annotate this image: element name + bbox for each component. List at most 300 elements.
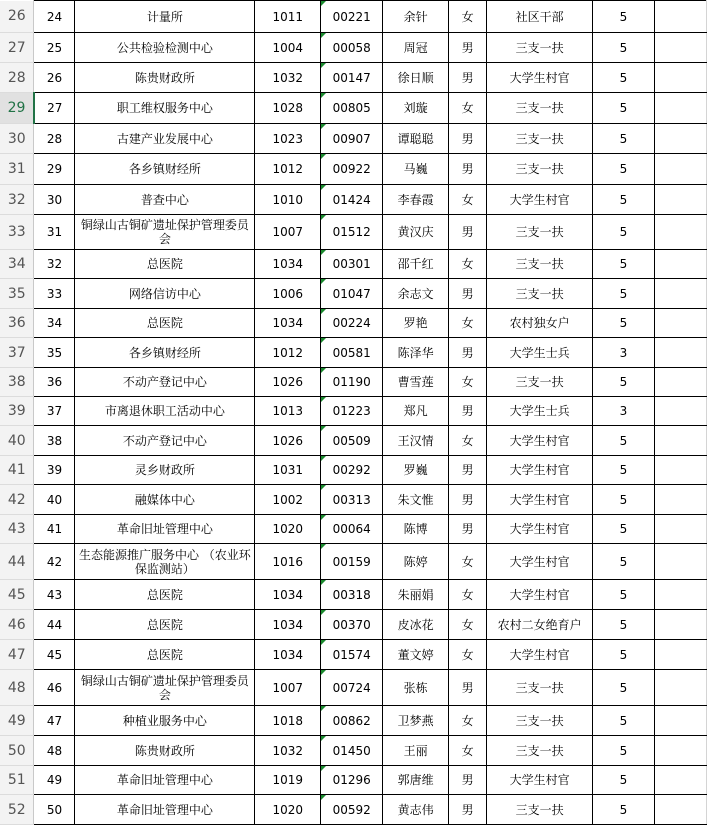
seq-cell[interactable]	[34, 766, 75, 795]
category-cell[interactable]	[487, 580, 593, 610]
unit-cell[interactable]	[75, 456, 255, 485]
row-header[interactable]: 26	[0, 1, 34, 33]
name-cell[interactable]	[383, 1, 449, 33]
seq-cell[interactable]	[34, 368, 75, 397]
gender-cell[interactable]	[449, 309, 487, 338]
unit-cell[interactable]	[75, 154, 255, 185]
seq-cell[interactable]	[34, 456, 75, 485]
ticket-number-cell[interactable]	[321, 515, 383, 544]
gender-cell[interactable]	[449, 736, 487, 766]
name-cell[interactable]	[383, 368, 449, 397]
gender-cell[interactable]	[449, 368, 487, 397]
category-cell[interactable]	[487, 124, 593, 154]
ticket-number-cell[interactable]	[321, 33, 383, 63]
category-cell[interactable]	[487, 640, 593, 670]
unit-cell[interactable]	[75, 485, 255, 515]
empty-cell[interactable]	[654, 154, 706, 185]
name-cell[interactable]	[383, 33, 449, 63]
post-code-cell[interactable]	[255, 250, 321, 279]
category-cell[interactable]	[487, 279, 593, 309]
gender-cell[interactable]	[449, 515, 487, 544]
post-code-cell[interactable]	[255, 397, 321, 426]
row-header[interactable]: 52	[0, 795, 34, 825]
empty-cell[interactable]	[654, 610, 706, 640]
post-code-cell[interactable]	[255, 485, 321, 515]
ticket-number-cell[interactable]	[321, 766, 383, 795]
score-cell[interactable]	[593, 640, 655, 670]
category-cell[interactable]	[487, 338, 593, 368]
seq-cell-text: 34	[46, 316, 63, 330]
empty-cell[interactable]	[654, 580, 706, 610]
ticket-number-cell[interactable]	[321, 397, 383, 426]
score-cell[interactable]	[593, 670, 655, 706]
post-code-cell[interactable]	[255, 33, 321, 63]
score-cell[interactable]	[593, 397, 655, 426]
seq-cell[interactable]	[34, 279, 75, 309]
category-cell[interactable]	[487, 795, 593, 825]
row-header[interactable]: 32	[0, 185, 34, 215]
post-code-cell[interactable]	[255, 426, 321, 456]
ticket-number-cell[interactable]	[321, 279, 383, 309]
unit-cell-text: 各乡镇财经所	[128, 345, 201, 360]
name-cell[interactable]	[383, 215, 449, 250]
category-cell-text: 三支一扶	[515, 680, 564, 695]
name-cell[interactable]	[383, 279, 449, 309]
ticket-number-cell[interactable]	[321, 580, 383, 610]
score-cell[interactable]	[593, 93, 655, 124]
name-cell[interactable]	[383, 795, 449, 825]
category-cell[interactable]	[487, 93, 593, 124]
ticket-number-cell[interactable]	[321, 610, 383, 640]
score-cell[interactable]	[593, 766, 655, 795]
unit-cell[interactable]	[75, 93, 255, 124]
row-header[interactable]: 33	[0, 215, 34, 250]
empty-cell[interactable]	[654, 795, 706, 825]
score-cell[interactable]	[593, 544, 655, 580]
unit-cell-text: 种植业服务中心	[122, 713, 207, 728]
ticket-number-cell[interactable]	[321, 640, 383, 670]
post-code-cell[interactable]	[255, 124, 321, 154]
name-cell[interactable]	[383, 736, 449, 766]
category-cell[interactable]	[487, 368, 593, 397]
unit-cell[interactable]	[75, 544, 255, 580]
post-code-cell[interactable]	[255, 670, 321, 706]
seq-cell[interactable]	[34, 485, 75, 515]
category-cell[interactable]	[487, 706, 593, 736]
seq-cell[interactable]	[34, 33, 75, 63]
score-cell[interactable]	[593, 610, 655, 640]
name-cell[interactable]	[383, 670, 449, 706]
empty-cell[interactable]	[654, 124, 706, 154]
ticket-number-cell[interactable]	[321, 93, 383, 124]
seq-cell-text: 40	[46, 492, 63, 507]
row-header[interactable]: 38	[0, 368, 34, 397]
gender-cell[interactable]	[449, 580, 487, 610]
gender-cell-text: 男	[461, 404, 474, 418]
post-code-cell[interactable]	[255, 515, 321, 544]
ticket-number-cell[interactable]	[321, 338, 383, 368]
row-header[interactable]: 39	[0, 397, 34, 426]
category-cell[interactable]	[487, 185, 593, 215]
score-cell[interactable]	[593, 63, 655, 93]
score-cell[interactable]	[593, 250, 655, 279]
score-cell[interactable]	[593, 485, 655, 515]
score-cell[interactable]	[593, 795, 655, 825]
seq-cell[interactable]	[34, 706, 75, 736]
empty-cell[interactable]	[654, 368, 706, 397]
table-row	[0, 456, 707, 485]
gender-cell[interactable]	[449, 250, 487, 279]
category-cell[interactable]	[487, 309, 593, 338]
row-header[interactable]: 36	[0, 309, 34, 338]
unit-cell-text: 铜绿山古铜矿遗址保护管理委员会	[80, 218, 249, 246]
empty-cell[interactable]	[654, 766, 706, 795]
post-code-cell-text: 1002	[272, 492, 304, 507]
unit-cell[interactable]	[75, 795, 255, 825]
gender-cell[interactable]	[449, 185, 487, 215]
name-cell[interactable]	[383, 485, 449, 515]
seq-cell[interactable]	[34, 397, 75, 426]
unit-cell[interactable]	[75, 185, 255, 215]
ticket-number-cell[interactable]	[321, 456, 383, 485]
gender-cell[interactable]	[449, 610, 487, 640]
ticket-number-cell[interactable]	[321, 124, 383, 154]
name-cell[interactable]	[383, 250, 449, 279]
score-cell[interactable]	[593, 706, 655, 736]
post-code-cell[interactable]	[255, 309, 321, 338]
row-header[interactable]: 31	[0, 154, 34, 185]
ticket-number-cell[interactable]	[321, 426, 383, 456]
score-cell-text: 5	[619, 773, 628, 787]
unit-cell[interactable]	[75, 580, 255, 610]
seq-cell[interactable]	[34, 338, 75, 368]
post-code-cell[interactable]	[255, 580, 321, 610]
empty-cell[interactable]	[654, 456, 706, 485]
gender-cell-text: 女	[461, 554, 474, 569]
name-cell[interactable]	[383, 93, 449, 124]
post-code-cell[interactable]	[255, 279, 321, 309]
seq-cell[interactable]	[34, 250, 75, 279]
gender-cell[interactable]	[449, 706, 487, 736]
category-cell[interactable]	[487, 33, 593, 63]
name-cell[interactable]	[383, 706, 449, 736]
score-cell-text: 5	[619, 286, 628, 301]
score-cell-text: 5	[619, 162, 628, 176]
ticket-number-cell[interactable]	[321, 1, 383, 33]
row-header[interactable]: 44	[0, 544, 34, 580]
ticket-number-cell[interactable]	[321, 706, 383, 736]
name-cell-text: 皮冰花	[397, 617, 434, 632]
score-cell[interactable]	[593, 580, 655, 610]
category-cell[interactable]	[487, 426, 593, 456]
unit-cell[interactable]	[75, 736, 255, 766]
name-cell[interactable]	[383, 544, 449, 580]
gender-cell[interactable]	[449, 795, 487, 825]
name-cell[interactable]	[383, 610, 449, 640]
score-cell[interactable]	[593, 456, 655, 485]
name-cell[interactable]	[383, 640, 449, 670]
unit-cell[interactable]	[75, 1, 255, 33]
post-code-cell[interactable]	[255, 185, 321, 215]
seq-cell[interactable]	[34, 736, 75, 766]
empty-cell[interactable]	[654, 185, 706, 215]
empty-cell[interactable]	[654, 338, 706, 368]
row-header[interactable]: 51	[0, 766, 34, 795]
empty-cell[interactable]	[654, 544, 706, 580]
empty-cell[interactable]	[654, 250, 706, 279]
ticket-number-cell[interactable]	[321, 795, 383, 825]
seq-cell[interactable]	[34, 515, 75, 544]
score-cell[interactable]	[593, 154, 655, 185]
row-header[interactable]: 48	[0, 670, 34, 706]
name-cell[interactable]	[383, 124, 449, 154]
unit-cell[interactable]	[75, 309, 255, 338]
gender-cell[interactable]	[449, 397, 487, 426]
empty-cell[interactable]	[654, 1, 706, 33]
seq-cell[interactable]	[34, 309, 75, 338]
gender-cell[interactable]	[449, 426, 487, 456]
ticket-number-cell[interactable]	[321, 154, 383, 185]
category-cell[interactable]	[487, 670, 593, 706]
gender-cell[interactable]	[449, 338, 487, 368]
seq-cell[interactable]	[34, 154, 75, 185]
empty-cell[interactable]	[654, 426, 706, 456]
seq-cell[interactable]	[34, 63, 75, 93]
seq-cell[interactable]	[34, 544, 75, 580]
score-cell-text: 5	[619, 647, 628, 662]
score-cell[interactable]	[593, 124, 655, 154]
unit-cell[interactable]	[75, 338, 255, 368]
post-code-cell[interactable]	[255, 1, 321, 33]
post-code-cell-text: 1026	[272, 433, 304, 448]
score-cell[interactable]	[593, 33, 655, 63]
unit-cell[interactable]	[75, 368, 255, 397]
empty-cell[interactable]	[654, 397, 706, 426]
seq-cell[interactable]	[34, 93, 75, 124]
score-cell[interactable]	[593, 185, 655, 215]
row-header[interactable]: 34	[0, 250, 34, 279]
score-cell[interactable]	[593, 515, 655, 544]
gender-cell[interactable]	[449, 1, 487, 33]
seq-cell[interactable]	[34, 1, 75, 33]
ticket-number-cell[interactable]	[321, 63, 383, 93]
unit-cell[interactable]	[75, 63, 255, 93]
name-cell[interactable]	[383, 766, 449, 795]
row-header[interactable]: 27	[0, 33, 34, 63]
seq-cell[interactable]	[34, 580, 75, 610]
gender-cell-text: 男	[461, 802, 474, 817]
post-code-cell[interactable]	[255, 338, 321, 368]
category-cell[interactable]	[487, 544, 593, 580]
ticket-number-cell[interactable]	[321, 736, 383, 766]
score-cell[interactable]	[593, 215, 655, 250]
score-cell-text: 5	[619, 522, 628, 536]
unit-cell[interactable]	[75, 250, 255, 279]
post-code-cell[interactable]	[255, 154, 321, 185]
category-cell[interactable]	[487, 63, 593, 93]
post-code-cell[interactable]	[255, 63, 321, 93]
unit-cell[interactable]	[75, 397, 255, 426]
category-cell[interactable]	[487, 736, 593, 766]
score-cell[interactable]	[593, 736, 655, 766]
name-cell-text: 曹雪莲	[397, 375, 434, 389]
score-cell-text: 5	[619, 802, 628, 817]
ticket-number-cell[interactable]	[321, 368, 383, 397]
table-body	[0, 1, 707, 825]
category-cell[interactable]	[487, 1, 593, 33]
name-cell[interactable]	[383, 397, 449, 426]
unit-cell[interactable]	[75, 610, 255, 640]
unit-cell[interactable]	[75, 279, 255, 309]
post-code-cell[interactable]	[255, 610, 321, 640]
row-header[interactable]: 43	[0, 515, 34, 544]
gender-cell[interactable]	[449, 215, 487, 250]
seq-cell[interactable]	[34, 670, 75, 706]
gender-cell[interactable]	[449, 640, 487, 670]
category-cell[interactable]	[487, 766, 593, 795]
unit-cell[interactable]	[75, 33, 255, 63]
category-cell[interactable]	[487, 485, 593, 515]
ticket-number-cell[interactable]	[321, 485, 383, 515]
name-cell-text: 朱丽娟	[397, 587, 434, 602]
empty-cell[interactable]	[654, 309, 706, 338]
row-header[interactable]: 28	[0, 63, 34, 93]
row-header[interactable]: 30	[0, 124, 34, 154]
empty-cell[interactable]	[654, 670, 706, 706]
seq-cell-text: 38	[46, 433, 63, 448]
gender-cell[interactable]	[449, 33, 487, 63]
unit-cell[interactable]	[75, 426, 255, 456]
post-code-cell[interactable]	[255, 93, 321, 124]
unit-cell[interactable]	[75, 670, 255, 706]
score-cell[interactable]	[593, 338, 655, 368]
ticket-number-cell[interactable]	[321, 670, 383, 706]
seq-cell[interactable]	[34, 215, 75, 250]
unit-cell-text: 总医院	[146, 617, 183, 632]
ticket-number-cell[interactable]	[321, 215, 383, 250]
unit-cell[interactable]	[75, 706, 255, 736]
gender-cell[interactable]	[449, 456, 487, 485]
ticket-number-cell[interactable]	[321, 544, 383, 580]
unit-cell[interactable]	[75, 215, 255, 250]
seq-cell[interactable]	[34, 426, 75, 456]
seq-cell[interactable]	[34, 610, 75, 640]
row-header[interactable]: 42	[0, 485, 34, 515]
name-cell[interactable]	[383, 154, 449, 185]
gender-cell[interactable]	[449, 766, 487, 795]
empty-cell[interactable]	[654, 63, 706, 93]
empty-cell[interactable]	[654, 736, 706, 766]
ticket-number-cell-text: 00313	[332, 492, 371, 507]
empty-cell[interactable]	[654, 279, 706, 309]
ticket-number-cell-text: 01512	[332, 225, 371, 239]
name-cell[interactable]	[383, 338, 449, 368]
post-code-cell[interactable]	[255, 766, 321, 795]
score-cell[interactable]	[593, 309, 655, 338]
name-cell[interactable]	[383, 515, 449, 544]
empty-cell[interactable]	[654, 93, 706, 124]
score-cell[interactable]	[593, 368, 655, 397]
empty-cell[interactable]	[654, 515, 706, 544]
ticket-number-cell[interactable]	[321, 309, 383, 338]
seq-cell[interactable]	[34, 640, 75, 670]
gender-cell[interactable]	[449, 670, 487, 706]
category-cell[interactable]	[487, 154, 593, 185]
score-cell[interactable]	[593, 279, 655, 309]
row-header[interactable]: 47	[0, 640, 34, 670]
gender-cell[interactable]	[449, 93, 487, 124]
name-cell[interactable]	[383, 185, 449, 215]
category-cell[interactable]	[487, 515, 593, 544]
unit-cell[interactable]	[75, 640, 255, 670]
post-code-cell[interactable]	[255, 640, 321, 670]
row-header[interactable]: 29	[0, 93, 34, 124]
name-cell[interactable]	[383, 456, 449, 485]
name-cell-text: 黄汉庆	[397, 225, 434, 239]
category-cell[interactable]	[487, 250, 593, 279]
row-header[interactable]: 35	[0, 279, 34, 309]
score-cell[interactable]	[593, 426, 655, 456]
unit-cell-text: 总医院	[146, 647, 183, 662]
seq-cell[interactable]	[34, 124, 75, 154]
post-code-cell[interactable]	[255, 368, 321, 397]
score-cell-text: 5	[619, 9, 628, 24]
category-cell[interactable]	[487, 610, 593, 640]
gender-cell[interactable]	[449, 154, 487, 185]
gender-cell[interactable]	[449, 279, 487, 309]
row-header[interactable]: 41	[0, 456, 34, 485]
post-code-cell[interactable]	[255, 215, 321, 250]
name-cell[interactable]	[383, 309, 449, 338]
empty-cell[interactable]	[654, 215, 706, 250]
row-header[interactable]: 45	[0, 580, 34, 610]
row-header[interactable]: 46	[0, 610, 34, 640]
post-code-cell[interactable]	[255, 795, 321, 825]
empty-cell[interactable]	[654, 706, 706, 736]
gender-cell[interactable]	[449, 544, 487, 580]
ticket-number-cell[interactable]	[321, 185, 383, 215]
post-code-cell[interactable]	[255, 544, 321, 580]
row-header[interactable]: 49	[0, 706, 34, 736]
name-cell[interactable]	[383, 426, 449, 456]
empty-cell[interactable]	[654, 33, 706, 63]
row-header[interactable]: 40	[0, 426, 34, 456]
name-cell[interactable]	[383, 63, 449, 93]
seq-cell[interactable]	[34, 795, 75, 825]
post-code-cell[interactable]	[255, 456, 321, 485]
category-cell[interactable]	[487, 456, 593, 485]
gender-cell[interactable]	[449, 124, 487, 154]
seq-cell[interactable]	[34, 185, 75, 215]
gender-cell[interactable]	[449, 485, 487, 515]
post-code-cell[interactable]	[255, 706, 321, 736]
category-cell[interactable]	[487, 397, 593, 426]
name-cell[interactable]	[383, 580, 449, 610]
ticket-number-cell[interactable]	[321, 250, 383, 279]
unit-cell[interactable]	[75, 515, 255, 544]
unit-cell[interactable]	[75, 766, 255, 795]
score-cell[interactable]	[593, 1, 655, 33]
row-header[interactable]: 50	[0, 736, 34, 766]
category-cell[interactable]	[487, 215, 593, 250]
category-cell-text: 大学生村官	[509, 492, 570, 507]
empty-cell[interactable]	[654, 485, 706, 515]
empty-cell[interactable]	[654, 640, 706, 670]
post-code-cell[interactable]	[255, 736, 321, 766]
row-header[interactable]: 37	[0, 338, 34, 368]
gender-cell[interactable]	[449, 63, 487, 93]
unit-cell[interactable]	[75, 124, 255, 154]
